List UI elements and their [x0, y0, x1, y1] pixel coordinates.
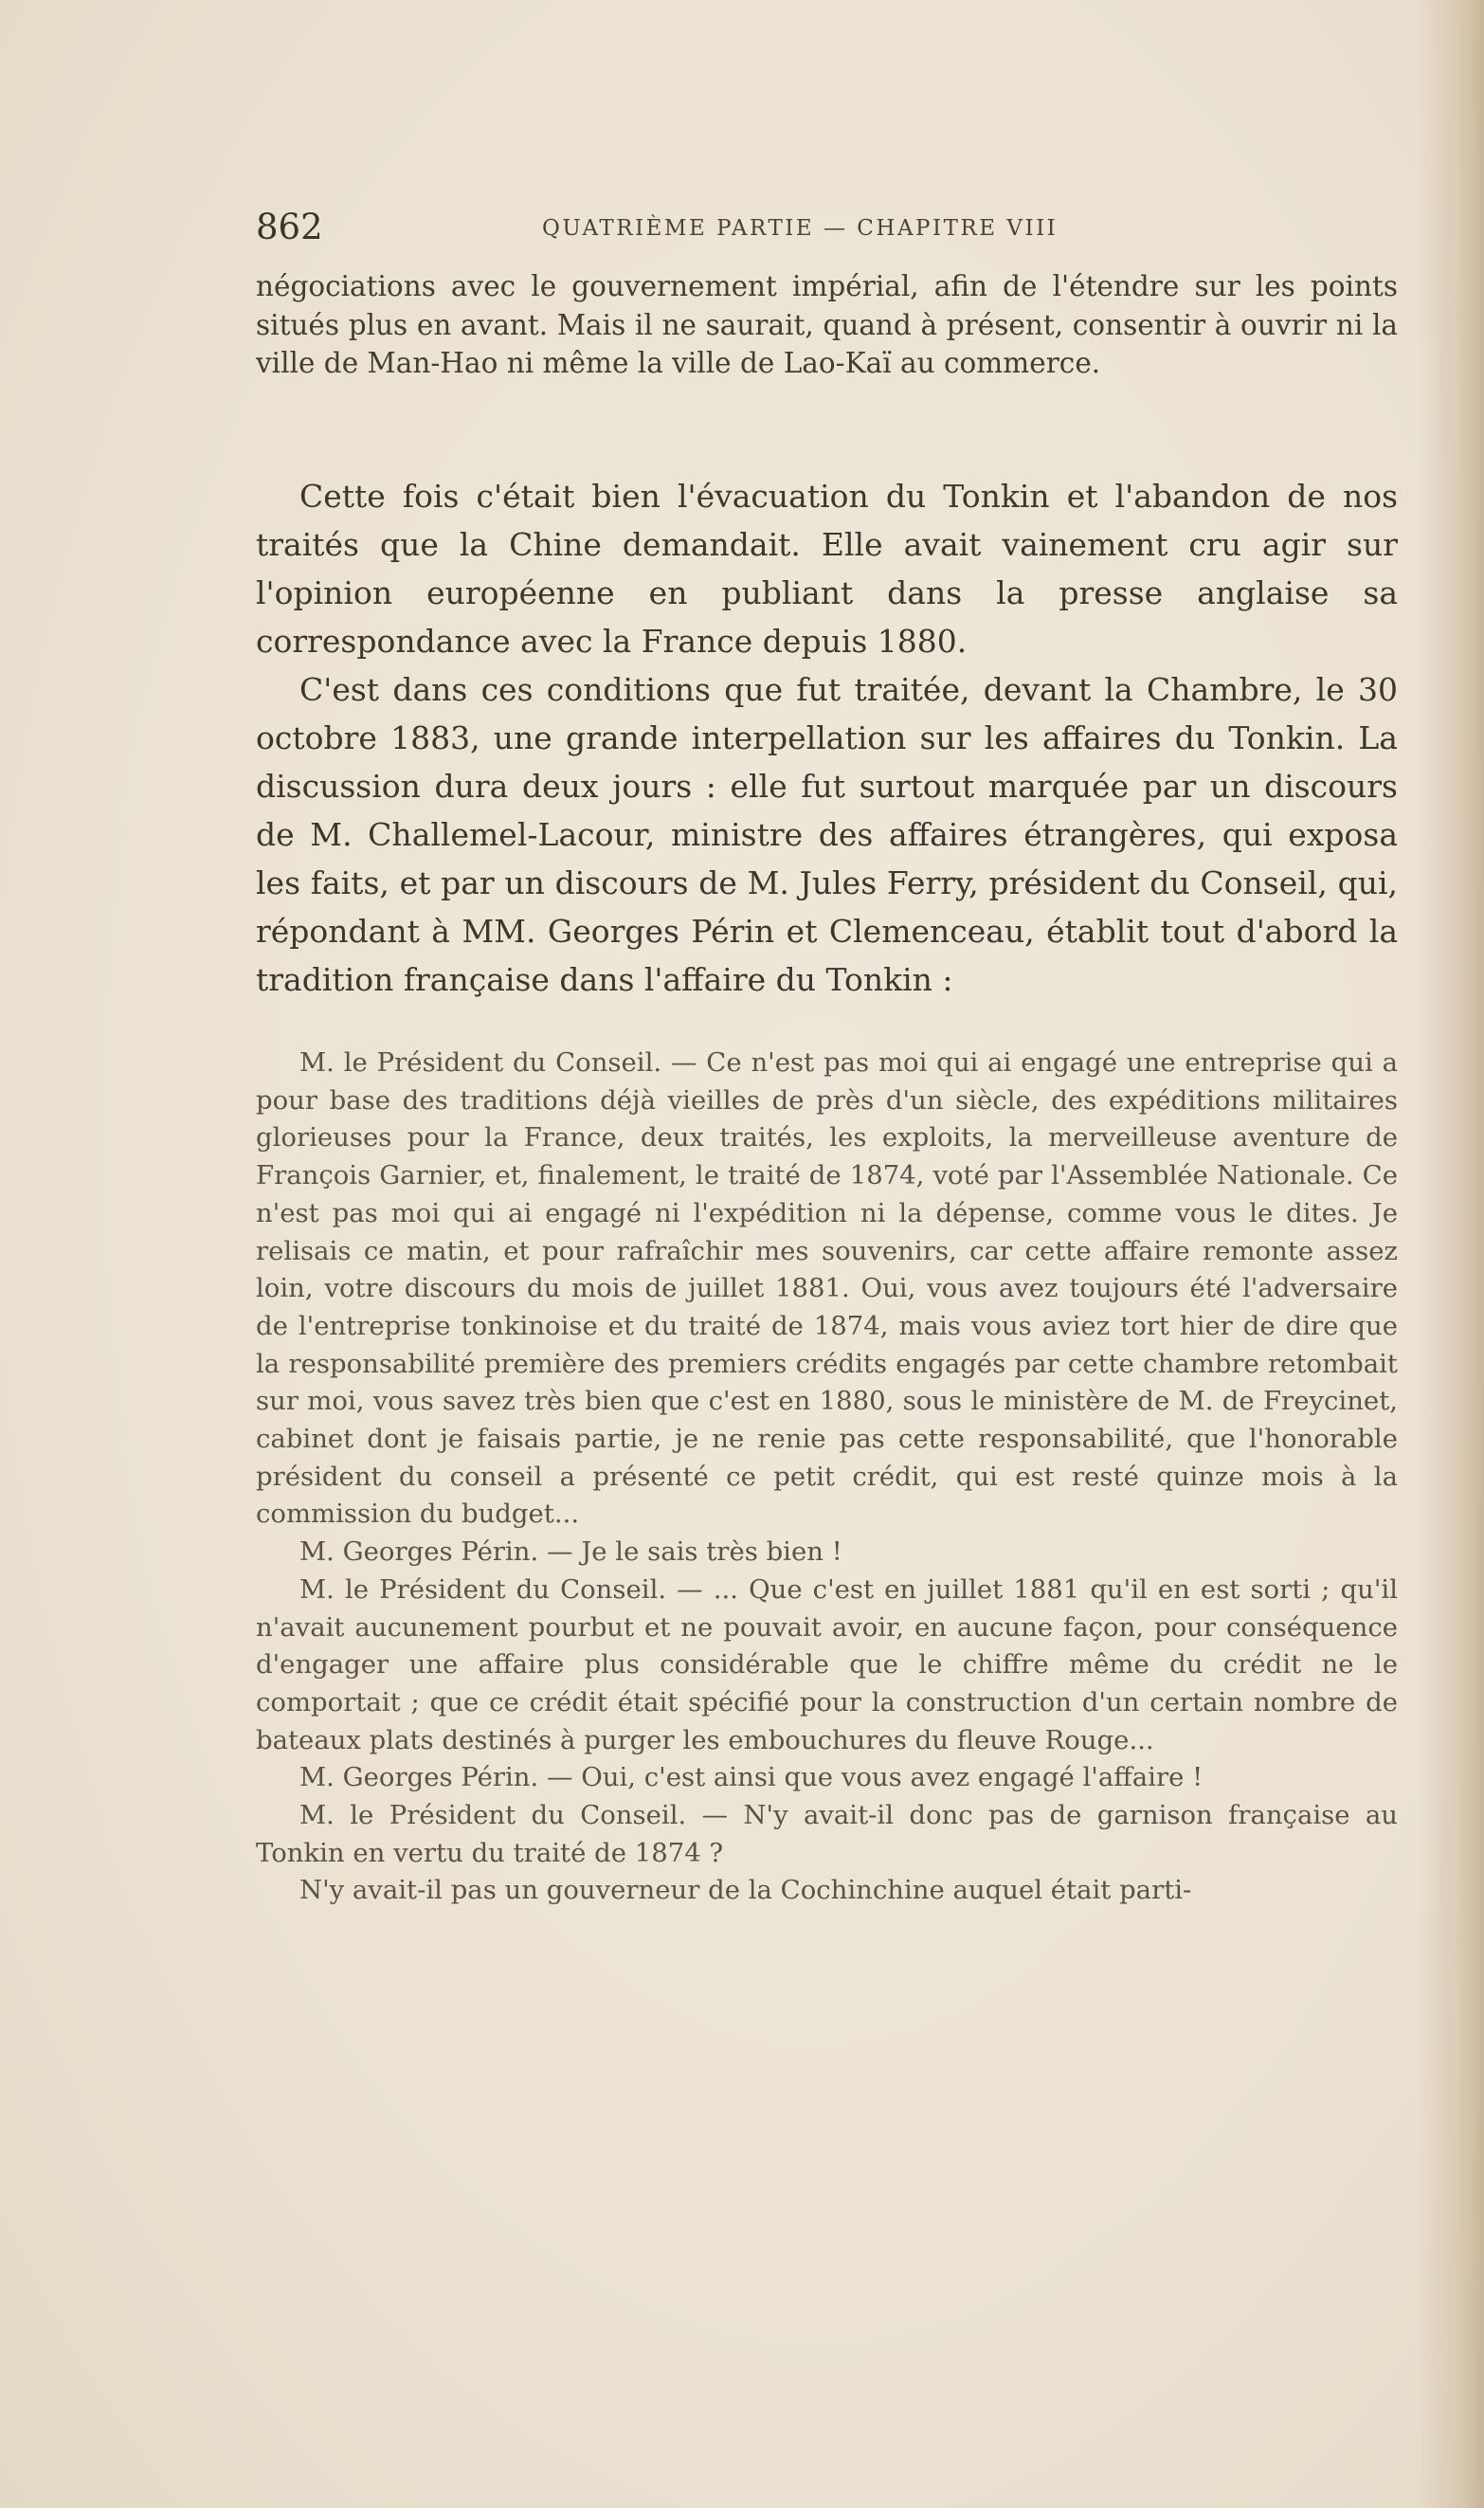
quote-paragraph: N'y avait-il pas un gouverneur de la Cochinchine auquel était parti- [299, 1875, 1192, 1906]
quote-paragraph: M. le Président du Conseil. — N'y avait-il donc pas de garnison française au Tonkin en vertu du traité de 1874 ? [256, 1800, 1398, 1868]
quote-paragraph: M. le Président du Conseil. — Ce n'est pas moi qui ai engagé une entreprise qui a pour base des traditions déjà vieilles de près d'un siècle, des expéditions militaires glorieuses pour la France, deux traités, les exploits, la merveilleuse aventure de François Garnier, et, finalement, le traité de 1874, voté par l'Assemblée Nationale. Ce n'est pas moi qui ai engagé ni l'expédition ni la dépense, comme vous le dites. Je relisais ce matin, et pour rafraîchir mes souvenirs, car cette affaire remonte assez loin, votre discours du mois de juillet 1881. Oui, vous avez toujours été l'adversaire de l'entreprise tonkinoise et du traité de 1874, mais vous aviez tort hier de dire que la responsabilité première des premiers crédits engagés par cette chambre retombait sur moi, vous savez très bien que c'est en 1880, sous le ministère de M. de Freycinet, cabinet dont je faisais partie, je ne renie pas cette responsabilité, que l'honorable président du conseil a présenté ce petit crédit, qui est resté quinze mois à la commission du budget... [256, 1047, 1398, 1530]
body-paragraph: C'est dans ces conditions que fut traitée, devant la Chambre, le 30 octobre 1883, une grande interpellation sur les affaires du Tonkin. La discussion dura deux jours : elle fut surtout marquée par un discours de M. Challemel-Lacour, ministre des affaires étrangères, qui exposa les faits, et par un discours de M. Jules Ferry, président du Conseil, qui, répondant à MM. Georges Périn et Clemenceau, établit tout d'abord la tradition française dans l'affaire du Tonkin : [256, 671, 1398, 998]
page-header [256, 207, 1421, 264]
parliamentary-quote-block [256, 1045, 1398, 1910]
intro-paragraph: négociations avec le gouvernement impérial, afin de l'étendre sur les points situés plus en avant. Mais il ne saurait, quand à présent, consentir à ouvrir ni la ville de Man-Hao ni même la ville de Lao-Kaï au commerce. [256, 270, 1398, 379]
intro-paragraph-block [256, 267, 1398, 383]
body-paragraph: Cette fois c'était bien l'évacuation du Tonkin et l'abandon de nos traités que la Chine demandait. Elle avait vainement cru agir sur l'opinion européenne en publiant dans la presse anglaise sa correspondance avec la France depuis 1880. [256, 478, 1398, 660]
running-head: QUATRIÈME PARTIE — CHAPITRE VIII [542, 216, 1059, 241]
quote-paragraph: M. Georges Périn. — Je le sais très bien ! [299, 1536, 842, 1568]
page-number: 862 [256, 207, 323, 247]
page-edge-shadow [1418, 0, 1484, 2508]
main-text-block [256, 472, 1398, 1004]
quote-paragraph: M. Georges Périn. — Oui, c'est ainsi que vous avez engagé l'affaire ! [299, 1762, 1203, 1793]
quote-paragraph: M. le Président du Conseil. — ... Que c'est en juillet 1881 qu'il en est sorti ; qu'il n'avait aucunement pourbut et ne pouvait avoir, en aucune façon, pour conséquence d'engager une affaire plus considérable que le chiffre même du crédit ne le comportait ; que ce crédit était spécifié pour la construction d'un certain nombre de bateaux plats destinés à purger les embouchures du fleuve Rouge... [256, 1573, 1398, 1755]
